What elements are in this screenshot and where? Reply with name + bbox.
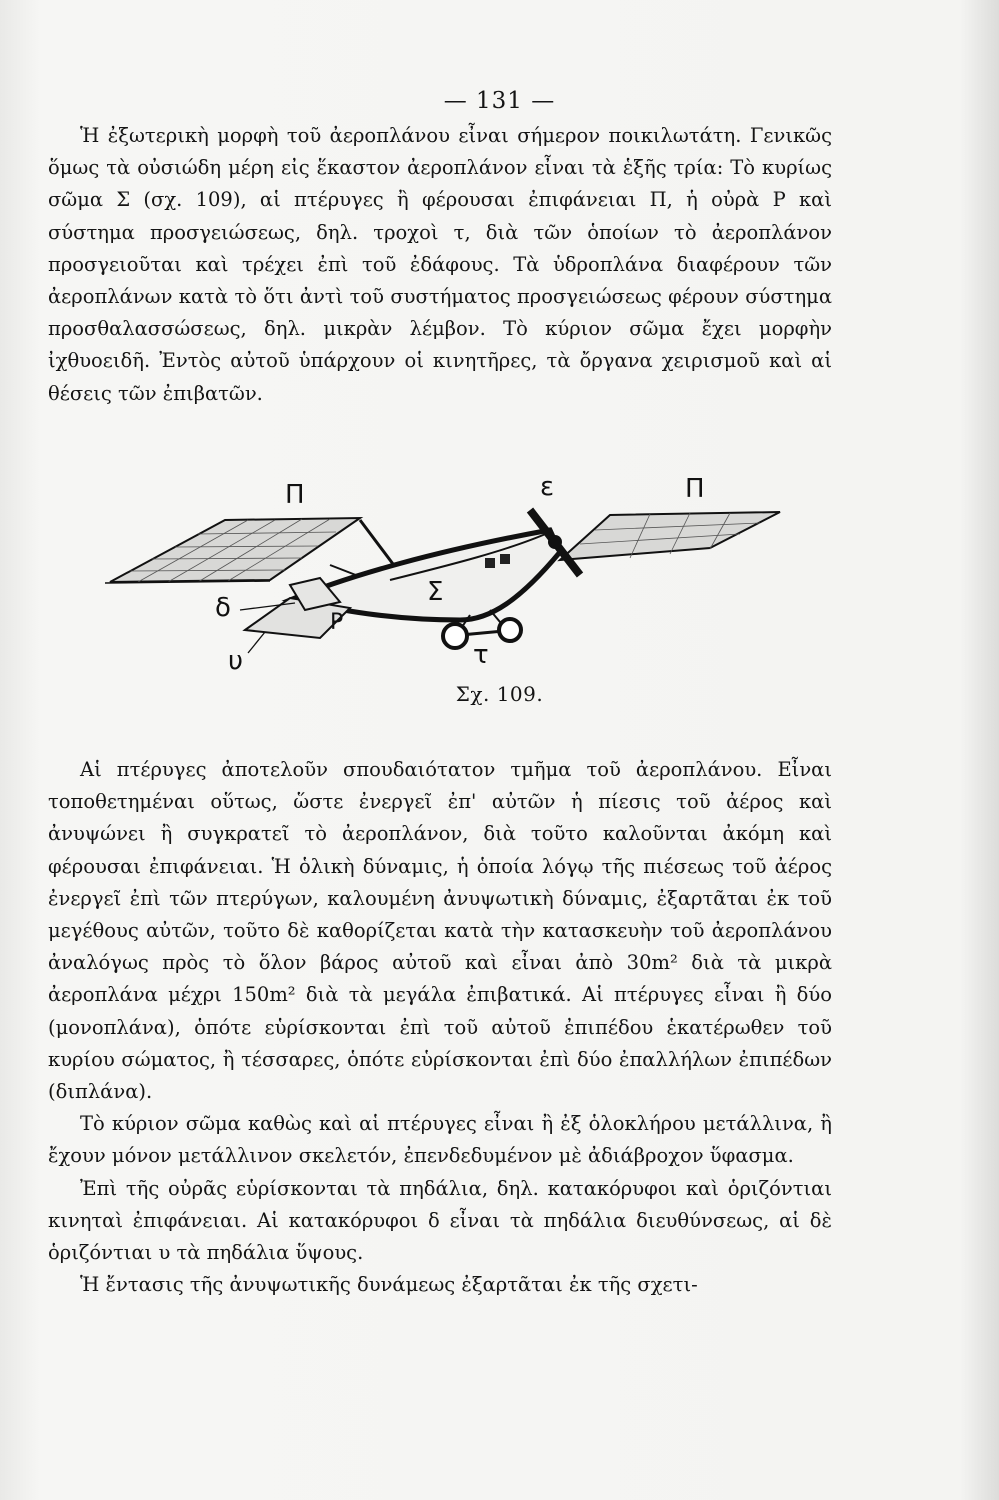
paragraph: Ἡ ἐξωτερικὴ μορφὴ τοῦ ἀεροπλάνου εἶναι σήμερον ποικιλωτάτη. Γενικῶς ὅμως τὰ οὐσιώδη μέρη εἰς ἕκαστον ἀεροπλάνον εἶναι τὰ ἑξῆς τρία: Τὸ κυρίως σῶμα Σ (σχ. 109), αἱ πτέρυγες ἢ φέρουσαι ἐπιφάνειαι Π, ἡ οὐρὰ Ρ καὶ σύστημα προσγειώσεως, δηλ. τροχοὶ τ, διὰ τῶν ὁποίων τὸ ἀεροπλάνον προσγειοῦται καὶ τρέχει ἐπὶ τοῦ ἐδάφους. Τὰ ὑδροπλάνα διαφέρουν τῶν ἀεροπλάνων κατὰ τὸ ὅτι ἀντὶ τοῦ συστήματος προσγειώσεως φέρουν σύστημα προσθαλασσώσεως, δηλ. μικρὰν λέμβον. Τὸ κύριον σῶμα ἔχει μορφὴν ἰχθυοειδῆ. Ἐντὸς αὐτοῦ ὑπάρχουν οἱ κινητῆρες, τὰ ὄργανα χειρισμοῦ καὶ αἱ θέσεις τῶν ἐπιβατῶν. (48, 124, 832, 405)
label-wing-right: Π (685, 474, 705, 504)
label-wing-left: Π (285, 480, 305, 510)
text-block-top (48, 120, 832, 410)
text-block-bottom (48, 754, 832, 1301)
paragraph: Ἡ ἔντασις τῆς ἀνυψωτικῆς δυνάμεως ἐξαρτᾶται ἐκ τῆς σχετι- (80, 1273, 698, 1297)
right-wing (560, 512, 780, 560)
page-number: — 131 — (443, 88, 556, 114)
label-tail: Ρ (330, 610, 344, 635)
paragraph: Ἐπὶ τῆς οὐρᾶς εὑρίσκονται τὰ πηδάλια, δηλ. κατακόρυφοι καὶ ὁριζόντιαι κινηταὶ ἐπιφάνειαι. Αἱ κατακόρυφοι δ εἶναι τὰ πηδάλια διευθύνσεως, αἱ δὲ ὁριζόντιαι υ τὰ πηδάλια ὕψους. (48, 1176, 832, 1265)
label-elevator: υ (228, 646, 244, 676)
wheel-left (443, 624, 467, 648)
label-wheels: τ (473, 640, 489, 670)
label-body: Σ (427, 577, 444, 607)
figure-caption: Σχ. 109. (455, 682, 544, 706)
paragraph: Αἱ πτέρυγες ἀποτελοῦν σπουδαιότατον τμῆμα τοῦ ἀεροπλάνου. Εἶναι τοποθετημέναι οὕτως, ὥστε ἐνεργεῖ ἐπ' αὐτῶν ἡ πίεσις τοῦ ἀέρος καὶ ἀνυψώνει ἢ συγκρατεῖ τὸ ἀεροπλάνον, διὰ τοῦτο καλοῦνται ἀκόμη καὶ φέρουσαι ἐπιφάνειαι. Ἡ ὁλικὴ δύναμις, ἡ ὁποία λόγῳ τῆς πιέσεως τοῦ ἀέρος ἐνεργεῖ ἐπὶ τῶν πτερύγων, καλουμένη ἀνυψωτικὴ δύναμις, ἐξαρτᾶται ἐκ τοῦ μεγέθους αὐτῶν, τοῦτο δὲ καθορίζεται κατὰ τὴν κατασκευὴν τοῦ ἀεροπλάνου ἀναλόγως πρὸς τὸ ὅλον βάρος αὐτοῦ καὶ εἶναι ἀπὸ 30m² διὰ τὰ μικρὰ ἀεροπλάνα μέχρι 150m² διὰ τὰ μεγάλα ἐπιβατικά. Αἱ πτέρυγες εἶναι ἢ δύο (μονοπλάνα), ὁπότε εὑρίσκονται ἐπὶ τοῦ αὐτοῦ ἐπιπέδου ἑκατέρωθεν τοῦ κυρίου σώματος, ἢ τέσσαρες, ὁπότε εὑρίσκονται ἐπὶ δύο ἐπαλλήλων ἐπιπέδων (διπλάνα). (48, 758, 832, 1104)
label-propeller: ε (540, 472, 555, 502)
label-rudder: δ (215, 593, 231, 623)
paragraph: Τὸ κύριον σῶμα καθὼς καὶ αἱ πτέρυγες εἶναι ἢ ἐξ ὁλοκλήρου μετάλλινα, ἢ ἔχουν μόνον μετάλλινον σκελετόν, ἐπενδεδυμένον μὲ ἀδιάβροχον ὕφασμα. (48, 1112, 832, 1168)
wheel-right (499, 619, 521, 641)
